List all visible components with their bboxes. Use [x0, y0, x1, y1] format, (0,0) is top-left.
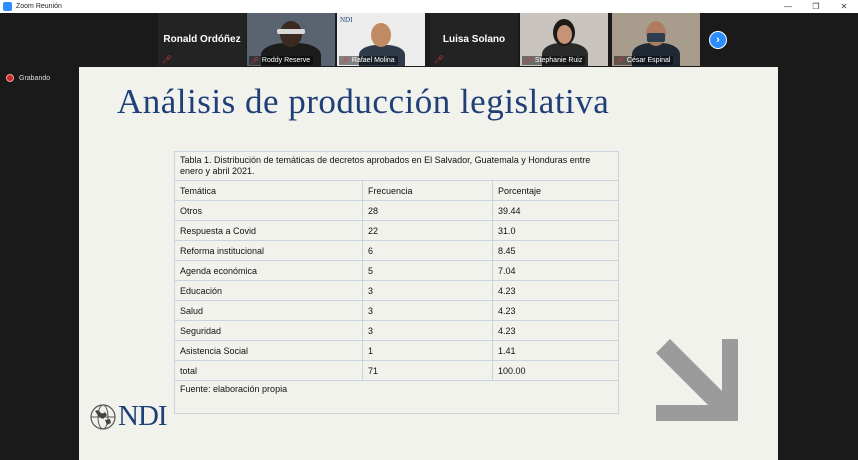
participant-label	[522, 56, 585, 65]
table-cell: 1	[363, 341, 493, 361]
table-cell: 4.23	[493, 281, 619, 301]
table-cell: Agenda económica	[175, 261, 363, 281]
table-cell: Seguridad	[175, 321, 363, 341]
participant-strip	[0, 13, 858, 67]
data-table	[174, 151, 619, 414]
participant-tile-rafael[interactable]	[337, 13, 425, 66]
participant-name: Stephanie Ruiz	[534, 57, 583, 64]
table-row	[175, 301, 619, 321]
participant-tile-stephanie[interactable]	[520, 13, 608, 66]
ndi-logo-text: NDI	[118, 400, 167, 432]
table-cell: 3	[363, 321, 493, 341]
recording-indicator[interactable]	[6, 74, 50, 82]
title-bar	[0, 0, 858, 13]
participant-name: Ronald Ordóñez	[163, 34, 241, 45]
table-cell: 31.0	[493, 221, 619, 241]
table-row	[175, 241, 619, 261]
participant-tile-cesar[interactable]	[612, 13, 700, 66]
table-row	[175, 201, 619, 221]
participant-name: César Espinal	[626, 57, 671, 64]
participant-label	[614, 56, 673, 65]
participant-tile-luisa[interactable]	[430, 13, 518, 66]
header-cell: Temática	[175, 181, 363, 201]
table-cell: 100.00	[493, 361, 619, 381]
participant-name: Rafael Molina	[351, 57, 395, 64]
globe-icon	[89, 403, 117, 431]
table-cell: 4.23	[493, 301, 619, 321]
ndi-logo-small: NDI	[340, 16, 353, 24]
table-cell: 5	[363, 261, 493, 281]
table-cell: 4.23	[493, 321, 619, 341]
table-cell: 39.44	[493, 201, 619, 221]
participant-label	[249, 56, 313, 65]
participant-tile-roddy[interactable]	[247, 13, 335, 66]
participant-name: Luisa Solano	[442, 34, 506, 45]
table-cell: Salud	[175, 301, 363, 321]
table-cell: total	[175, 361, 363, 381]
minimize-button[interactable]: —	[784, 2, 792, 11]
arrow-down-right-icon	[656, 339, 741, 424]
recording-label: Grabando	[19, 74, 51, 82]
video-face	[557, 25, 572, 44]
table-cell: Respuesta a Covid	[175, 221, 363, 241]
next-page-button[interactable]: ›	[709, 31, 727, 49]
participant-name: Roddy Reserve	[261, 57, 311, 64]
mic-muted-icon: 🎤︎	[340, 57, 349, 65]
shared-slide	[79, 67, 778, 460]
table-cell: 1.41	[493, 341, 619, 361]
table-cell: 71	[363, 361, 493, 381]
table-cell: 3	[363, 301, 493, 321]
window-controls	[774, 0, 858, 13]
mic-muted-icon: 🎤︎	[162, 55, 173, 64]
table-cell: Otros	[175, 201, 363, 221]
zoom-app-icon	[3, 2, 12, 11]
table-row	[175, 361, 619, 381]
table-row	[175, 281, 619, 301]
table-header-row	[175, 181, 619, 201]
video-face	[371, 23, 391, 47]
table-cell: Asistencia Social	[175, 341, 363, 361]
table-cell: 7.04	[493, 261, 619, 281]
table-cell: 8.45	[493, 241, 619, 261]
table-row	[175, 341, 619, 361]
video-mask	[647, 33, 665, 42]
close-button[interactable]: ✕	[840, 2, 848, 11]
table-cell: 28	[363, 201, 493, 221]
table-caption: Tabla 1. Distribución de temáticas de decretos aprobados en El Salvador, Guatemala y Honduras entre enero y abril 2021.	[175, 152, 619, 181]
table-row	[175, 221, 619, 241]
table-cell: 22	[363, 221, 493, 241]
header-cell: Frecuencia	[363, 181, 493, 201]
table-cell: Reforma institucional	[175, 241, 363, 261]
participant-label	[339, 56, 398, 65]
record-icon	[6, 74, 14, 82]
video-face	[280, 21, 302, 47]
mic-muted-icon: 🎤︎	[523, 57, 532, 65]
mic-muted-icon: 🎤︎	[434, 55, 445, 64]
window-title: Zoom Reunión	[16, 3, 62, 10]
table-cell: 6	[363, 241, 493, 261]
table-footer: Fuente: elaboración propia	[175, 381, 619, 414]
mic-muted-icon: 🎤︎	[615, 57, 624, 65]
video-glasses	[277, 29, 305, 34]
ndi-logo	[89, 400, 167, 433]
header-cell: Porcentaje	[493, 181, 619, 201]
table-cell: Educación	[175, 281, 363, 301]
mic-muted-icon: 🎤︎	[250, 57, 259, 65]
table-cell: 3	[363, 281, 493, 301]
table-row	[175, 321, 619, 341]
participant-tile-ronald[interactable]	[158, 13, 246, 66]
slide-title: Análisis de producción legislativa	[117, 82, 610, 121]
maximize-button[interactable]: ❐	[812, 2, 820, 11]
table-row	[175, 261, 619, 281]
